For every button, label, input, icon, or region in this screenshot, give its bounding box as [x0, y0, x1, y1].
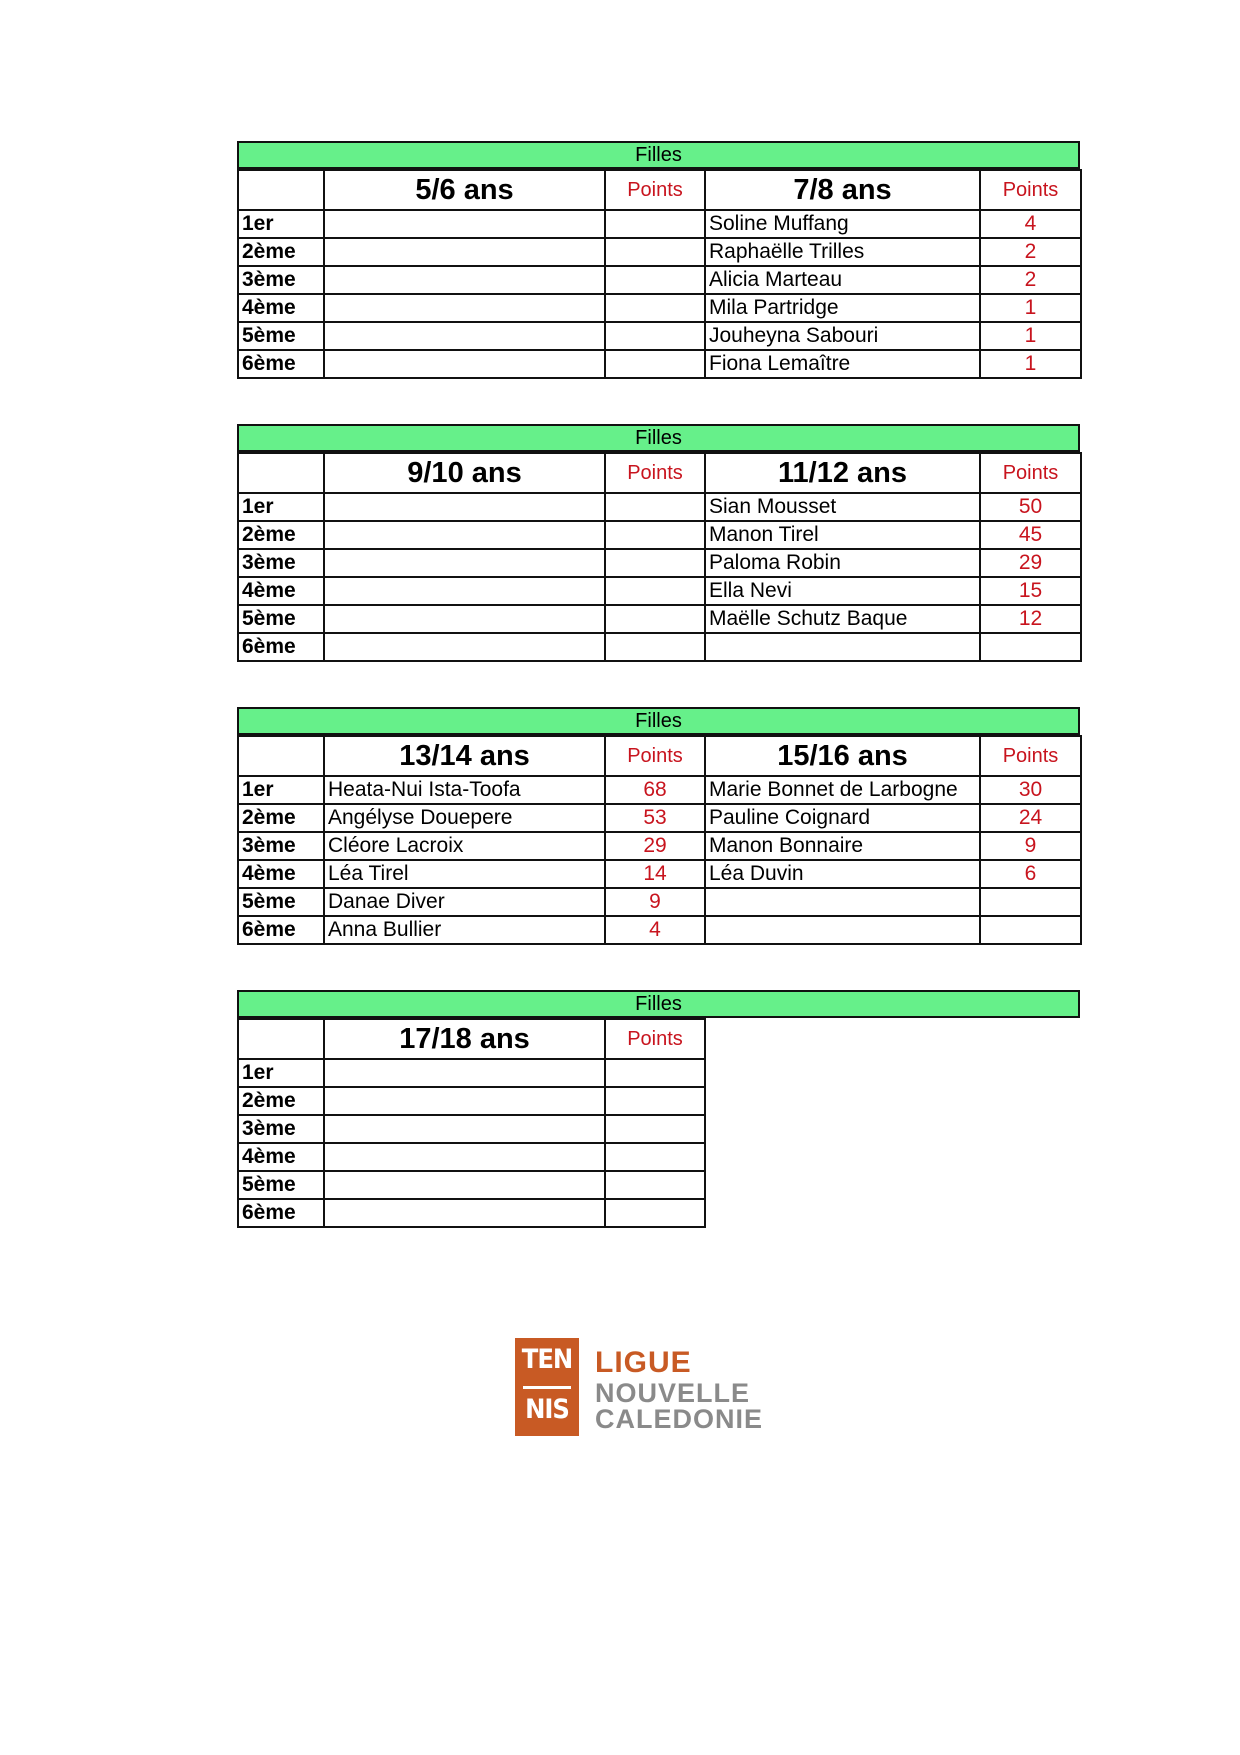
ranking-table — [237, 452, 1082, 662]
player-points — [980, 916, 1081, 944]
rank-label: 4ème — [238, 294, 324, 322]
ranking-table — [237, 169, 1082, 379]
player-points: 9 — [980, 832, 1081, 860]
empty-cell — [705, 1143, 1081, 1171]
logo-line-3: CALEDONIE — [595, 1404, 764, 1434]
empty-cell — [705, 1199, 1081, 1227]
player-points: 30 — [980, 776, 1081, 804]
logo-box-top: TEN — [521, 1344, 573, 1375]
rank-header-cell — [238, 170, 324, 210]
ranking-block-4 — [237, 990, 1080, 1228]
section-banner: Filles — [237, 141, 1080, 169]
empty-cell — [705, 1171, 1081, 1199]
player-points: 53 — [605, 804, 705, 832]
player-name: Manon Bonnaire — [705, 832, 980, 860]
player-points — [605, 633, 705, 661]
age-category-label: 11/12 ans — [705, 453, 980, 493]
player-name: Pauline Coignard — [705, 804, 980, 832]
player-points: 9 — [605, 888, 705, 916]
rank-label: 6ème — [238, 350, 324, 378]
player-points: 2 — [980, 238, 1081, 266]
player-name — [324, 577, 605, 605]
empty-cell — [705, 1115, 1081, 1143]
points-header: Points — [980, 170, 1081, 210]
player-name: Alicia Marteau — [705, 266, 980, 294]
player-points — [605, 322, 705, 350]
player-points: 4 — [980, 210, 1081, 238]
player-points: 68 — [605, 776, 705, 804]
table-row — [238, 916, 1081, 944]
player-points — [605, 238, 705, 266]
player-points — [605, 493, 705, 521]
player-points: 15 — [980, 577, 1081, 605]
empty-cell — [705, 1059, 1081, 1087]
player-points — [605, 1199, 705, 1227]
rank-label: 5ème — [238, 1171, 324, 1199]
logo-line-1: LIGUE — [595, 1346, 692, 1379]
player-points — [605, 605, 705, 633]
player-points — [605, 1087, 705, 1115]
rank-label: 4ème — [238, 860, 324, 888]
table-row — [238, 1199, 1081, 1227]
player-name: Sian Mousset — [705, 493, 980, 521]
table-row — [238, 1171, 1081, 1199]
player-name — [705, 888, 980, 916]
logo-box-bottom: NIS — [525, 1394, 569, 1425]
ranking-block-1 — [237, 141, 1080, 379]
rank-header-cell — [238, 453, 324, 493]
player-name: Raphaëlle Trilles — [705, 238, 980, 266]
age-category-label: 13/14 ans — [324, 736, 605, 776]
rank-label: 2ème — [238, 238, 324, 266]
rank-header-cell — [238, 1019, 324, 1059]
player-points: 29 — [605, 832, 705, 860]
player-name — [324, 605, 605, 633]
rank-label: 1er — [238, 776, 324, 804]
table-row — [238, 860, 1081, 888]
player-points — [605, 294, 705, 322]
table-row — [238, 521, 1081, 549]
age-category-label: 9/10 ans — [324, 453, 605, 493]
rank-label: 1er — [238, 493, 324, 521]
rank-label: 5ème — [238, 322, 324, 350]
rank-label: 1er — [238, 1059, 324, 1087]
table-row — [238, 266, 1081, 294]
player-name: Cléore Lacroix — [324, 832, 605, 860]
table-row — [238, 493, 1081, 521]
points-header: Points — [605, 1019, 705, 1059]
player-points — [605, 577, 705, 605]
rank-label: 3ème — [238, 266, 324, 294]
player-name — [324, 294, 605, 322]
player-points — [980, 633, 1081, 661]
league-logo — [515, 1338, 785, 1438]
player-name: Léa Duvin — [705, 860, 980, 888]
table-row — [238, 1143, 1081, 1171]
player-points — [605, 210, 705, 238]
table-row — [238, 549, 1081, 577]
rank-label: 2ème — [238, 1087, 324, 1115]
player-name: Soline Muffang — [705, 210, 980, 238]
player-name — [324, 1171, 605, 1199]
empty-cell — [705, 1019, 1081, 1059]
table-row — [238, 350, 1081, 378]
player-points: 50 — [980, 493, 1081, 521]
rank-label: 2ème — [238, 521, 324, 549]
table-header-row — [238, 1019, 1081, 1059]
player-points — [605, 266, 705, 294]
logo-line-2: NOUVELLE — [595, 1378, 751, 1408]
player-points: 1 — [980, 322, 1081, 350]
tennis-logo-icon — [515, 1338, 579, 1436]
table-row — [238, 605, 1081, 633]
table-row — [238, 322, 1081, 350]
player-points: 29 — [980, 549, 1081, 577]
table-row — [238, 1087, 1081, 1115]
rank-label: 3ème — [238, 549, 324, 577]
ranking-table — [237, 735, 1082, 945]
player-name: Ella Nevi — [705, 577, 980, 605]
player-name: Maëlle Schutz Baque — [705, 605, 980, 633]
player-name — [324, 493, 605, 521]
player-name: Jouheyna Sabouri — [705, 322, 980, 350]
points-header: Points — [980, 453, 1081, 493]
player-name: Paloma Robin — [705, 549, 980, 577]
player-points: 45 — [980, 521, 1081, 549]
table-row — [238, 776, 1081, 804]
player-name — [324, 350, 605, 378]
player-points: 12 — [980, 605, 1081, 633]
player-name: Angélyse Douepere — [324, 804, 605, 832]
rank-header-cell — [238, 736, 324, 776]
ranking-table — [237, 1018, 1081, 1228]
player-points — [605, 1171, 705, 1199]
rank-label: 6ème — [238, 1199, 324, 1227]
player-points: 4 — [605, 916, 705, 944]
player-name — [705, 916, 980, 944]
points-header: Points — [980, 736, 1081, 776]
player-name: Manon Tirel — [705, 521, 980, 549]
player-name — [324, 549, 605, 577]
section-banner: Filles — [237, 424, 1080, 452]
player-points: 6 — [980, 860, 1081, 888]
player-points: 2 — [980, 266, 1081, 294]
rank-label: 5ème — [238, 888, 324, 916]
player-name: Danae Diver — [324, 888, 605, 916]
player-name — [324, 1143, 605, 1171]
player-name — [324, 238, 605, 266]
player-points — [605, 1143, 705, 1171]
ranking-block-2 — [237, 424, 1080, 662]
age-category-label: 15/16 ans — [705, 736, 980, 776]
rank-label: 5ème — [238, 605, 324, 633]
player-name: Fiona Lemaître — [705, 350, 980, 378]
table-header-row — [238, 453, 1081, 493]
player-name: Marie Bonnet de Larbogne — [705, 776, 980, 804]
rank-label: 3ème — [238, 832, 324, 860]
player-points — [980, 888, 1081, 916]
player-name — [324, 1115, 605, 1143]
rank-label: 6ème — [238, 633, 324, 661]
points-header: Points — [605, 736, 705, 776]
player-name: Anna Bullier — [324, 916, 605, 944]
table-row — [238, 804, 1081, 832]
table-row — [238, 210, 1081, 238]
player-points — [605, 1115, 705, 1143]
player-name — [324, 633, 605, 661]
player-name — [705, 633, 980, 661]
section-banner: Filles — [237, 990, 1080, 1018]
player-points: 1 — [980, 350, 1081, 378]
player-name: Mila Partridge — [705, 294, 980, 322]
table-row — [238, 1059, 1081, 1087]
player-points: 24 — [980, 804, 1081, 832]
player-name — [324, 521, 605, 549]
table-row — [238, 238, 1081, 266]
player-points — [605, 350, 705, 378]
table-row — [238, 832, 1081, 860]
player-name: Heata-Nui Ista-Toofa — [324, 776, 605, 804]
table-row — [238, 1115, 1081, 1143]
age-category-label: 7/8 ans — [705, 170, 980, 210]
player-points — [605, 521, 705, 549]
player-points: 1 — [980, 294, 1081, 322]
empty-cell — [705, 1087, 1081, 1115]
table-row — [238, 633, 1081, 661]
rank-label: 6ème — [238, 916, 324, 944]
points-header: Points — [605, 453, 705, 493]
player-name — [324, 322, 605, 350]
points-header: Points — [605, 170, 705, 210]
rank-label: 4ème — [238, 1143, 324, 1171]
player-points — [605, 1059, 705, 1087]
table-header-row — [238, 170, 1081, 210]
player-name: Léa Tirel — [324, 860, 605, 888]
rank-label: 1er — [238, 210, 324, 238]
player-name — [324, 266, 605, 294]
rank-label: 2ème — [238, 804, 324, 832]
player-points — [605, 549, 705, 577]
table-header-row — [238, 736, 1081, 776]
ranking-block-3 — [237, 707, 1080, 945]
player-name — [324, 1199, 605, 1227]
player-name — [324, 210, 605, 238]
player-points: 14 — [605, 860, 705, 888]
logo-box-divider — [523, 1386, 571, 1389]
rank-label: 4ème — [238, 577, 324, 605]
player-name — [324, 1087, 605, 1115]
table-row — [238, 294, 1081, 322]
table-row — [238, 577, 1081, 605]
table-row — [238, 888, 1081, 916]
rank-label: 3ème — [238, 1115, 324, 1143]
age-category-label: 5/6 ans — [324, 170, 605, 210]
age-category-label: 17/18 ans — [324, 1019, 605, 1059]
section-banner: Filles — [237, 707, 1080, 735]
player-name — [324, 1059, 605, 1087]
